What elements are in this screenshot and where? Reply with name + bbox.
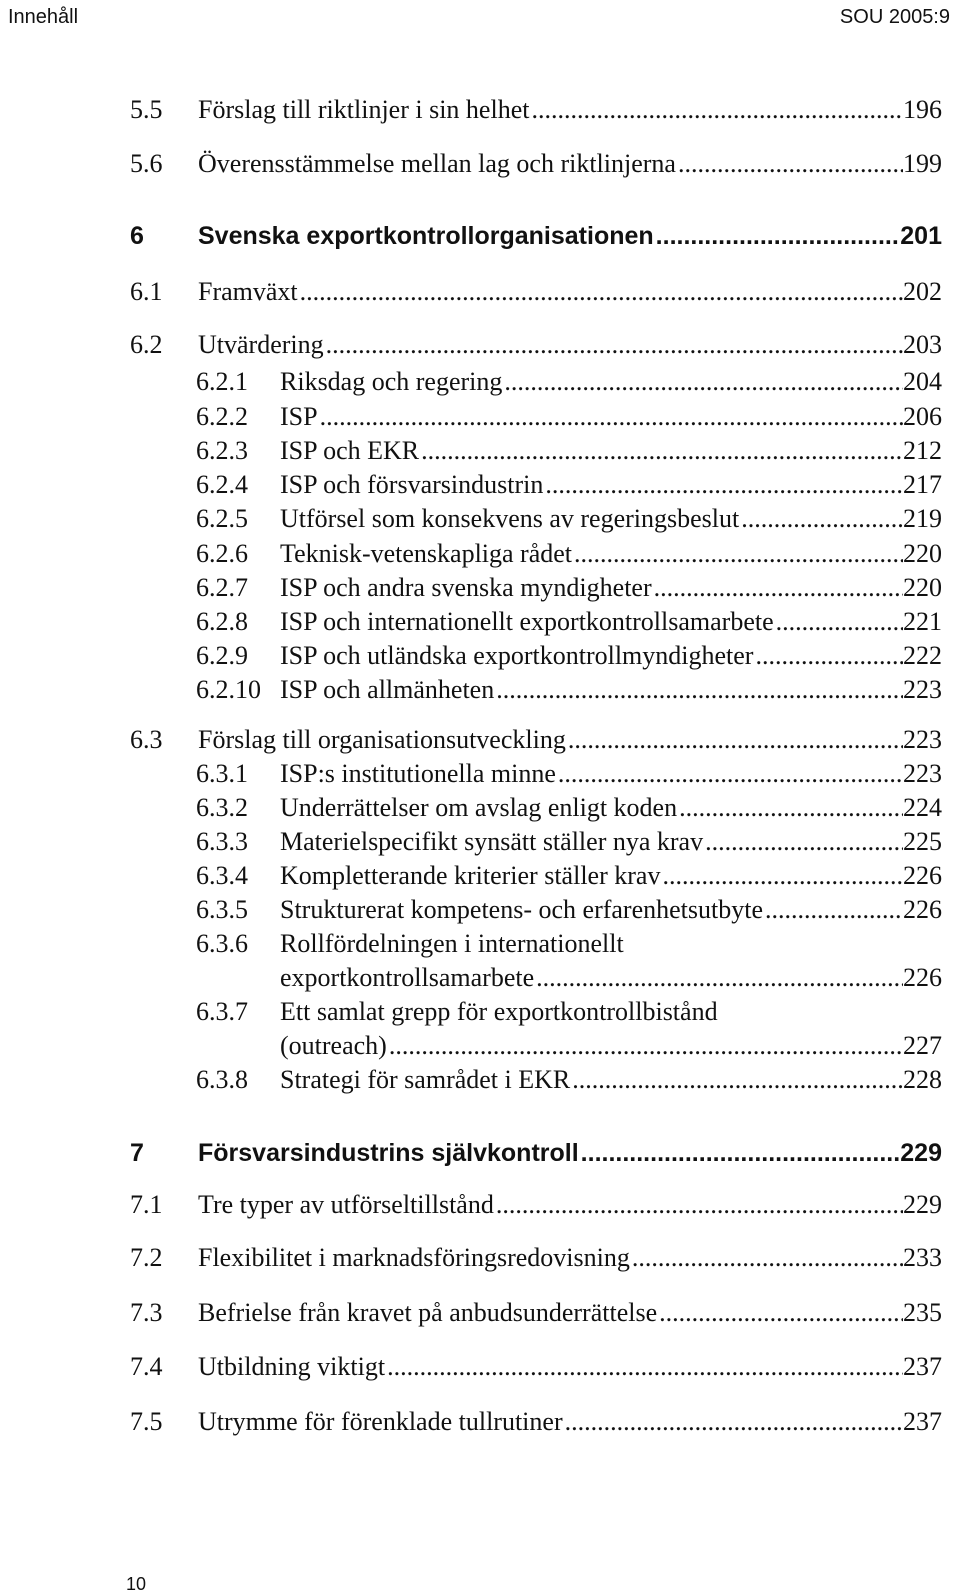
toc-entry[interactable] — [0, 147, 960, 181]
toc-entry-title-continued: (outreach) — [280, 1031, 387, 1060]
toc-entry-title: Underrättelser om avslag enligt koden — [280, 793, 678, 822]
toc-entry[interactable] — [0, 502, 960, 536]
dot-leader — [324, 328, 903, 362]
toc-entry-title: Försvarsindustrins självkontroll — [198, 1139, 579, 1167]
toc-entry[interactable] — [0, 1063, 960, 1097]
toc-entry-number: 6.2.4 — [196, 470, 248, 499]
dot-leader — [660, 859, 903, 893]
toc-entry[interactable] — [0, 365, 960, 399]
toc-entry-number: 6 — [130, 222, 144, 250]
dot-leader — [318, 400, 903, 434]
toc-entry[interactable] — [0, 1241, 960, 1275]
toc-entry-number: 6.3.3 — [196, 827, 248, 856]
toc-entry-title: Kompletterande kriterier ställer krav — [280, 861, 661, 890]
toc-entry-page: 237 — [903, 1407, 942, 1436]
toc-entry-page: 201 — [900, 222, 942, 250]
toc-entry-title: Tre typer av utförseltillstånd — [198, 1190, 494, 1219]
toc-entry[interactable] — [0, 757, 960, 791]
toc-entry-number: 6.3.8 — [196, 1065, 248, 1094]
dot-leader — [677, 791, 903, 825]
toc-entry-number: 5.6 — [130, 149, 163, 178]
toc-entry[interactable] — [0, 1405, 960, 1439]
toc-entry[interactable] — [0, 400, 960, 434]
toc-entry-page: 229 — [900, 1139, 942, 1167]
toc-entry[interactable] — [0, 723, 960, 757]
toc-entry-number: 6.3.5 — [196, 895, 248, 924]
toc-entry[interactable] — [0, 219, 960, 253]
toc-entry[interactable] — [0, 571, 960, 605]
toc-entry-title: ISP och försvarsindustrin — [280, 470, 544, 499]
toc-entry-page: 217 — [903, 470, 942, 499]
toc-entry-number: 6.2.1 — [196, 367, 248, 396]
toc-entry-page: 212 — [903, 436, 942, 465]
toc-entry-title: Flexibilitet i marknadsföringsredovisning — [198, 1243, 630, 1272]
dot-leader — [298, 275, 903, 309]
toc-entry-number: 6.3.7 — [196, 997, 248, 1026]
toc-entry-number: 6.3.2 — [196, 793, 248, 822]
toc-entry-title: Överensstämmelse mellan lag och riktlinjerna — [198, 149, 676, 178]
toc-entry-number: 7.5 — [130, 1407, 163, 1436]
toc-entry[interactable] — [0, 275, 960, 309]
toc-entry[interactable] — [0, 995, 960, 1029]
toc-entry-page: 225 — [903, 827, 942, 856]
dot-leader — [543, 468, 903, 502]
toc-entry-number: 6.2.8 — [196, 607, 248, 636]
toc-entry-title: ISP och EKR — [280, 436, 420, 465]
toc-entry[interactable] — [0, 1296, 960, 1330]
dot-leader — [703, 825, 903, 859]
dot-leader — [563, 1405, 903, 1439]
toc-entry-title: Framväxt — [198, 277, 298, 306]
toc-entry-number: 6.2.9 — [196, 641, 248, 670]
toc-entry-number: 7.2 — [130, 1243, 163, 1272]
toc-entry-number: 7.4 — [130, 1352, 163, 1381]
toc-entry-page: 221 — [903, 607, 942, 636]
dot-leader — [534, 961, 903, 995]
dot-leader — [657, 1296, 903, 1330]
toc-entry-number: 6.1 — [130, 277, 163, 306]
toc-entry-number: 6.2 — [130, 330, 163, 359]
dot-leader — [494, 1188, 903, 1222]
toc-entry-page: 220 — [903, 539, 942, 568]
toc-entry-title: Svenska exportkontrollorganisationen — [198, 222, 654, 250]
dot-leader — [579, 1136, 901, 1170]
toc-entry-title: Ett samlat grepp för exportkontrollbistånd — [280, 997, 718, 1026]
toc-entry[interactable] — [0, 673, 960, 707]
toc-entry-page: 222 — [903, 641, 942, 670]
toc-entry[interactable] — [0, 1136, 960, 1170]
toc-entry-page: 226 — [903, 895, 942, 924]
dot-leader — [556, 757, 903, 791]
toc-entry[interactable] — [0, 468, 960, 502]
toc-entry-number: 7 — [130, 1139, 144, 1167]
toc-entry-page: 223 — [903, 675, 942, 704]
toc-entry[interactable] — [0, 927, 960, 961]
toc-entry-number: 6.2.10 — [196, 675, 261, 704]
toc-entry-title: ISP och allmänheten — [280, 675, 495, 704]
dot-leader — [572, 537, 903, 571]
toc-entry[interactable] — [0, 893, 960, 927]
toc-entry-page: 196 — [903, 95, 942, 124]
toc-entry-page: 227 — [903, 1031, 942, 1060]
toc-entry-page: 223 — [903, 759, 942, 788]
dot-leader — [494, 673, 903, 707]
toc-entry[interactable] — [0, 605, 960, 639]
toc-entry-title: ISP och andra svenska myndigheter — [280, 573, 652, 602]
toc-entry[interactable] — [0, 1350, 960, 1384]
toc-entry-number: 6.3.6 — [196, 929, 248, 958]
dot-leader — [774, 605, 903, 639]
toc-entry-title-continued: exportkontrollsamarbete — [280, 963, 535, 992]
toc-entry-title: Utförsel som konsekvens av regeringsbeslut — [280, 504, 740, 533]
toc-entry-title: ISP:s institutionella minne — [280, 759, 556, 788]
toc-entry-continuation[interactable] — [0, 1029, 960, 1063]
dot-leader — [652, 571, 903, 605]
toc-entry-title: Utrymme för förenklade tullrutiner — [198, 1407, 563, 1436]
toc-entry-page: 228 — [903, 1065, 942, 1094]
toc-entry-number: 7.3 — [130, 1298, 163, 1327]
toc-entry-number: 6.3 — [130, 725, 163, 754]
dot-leader — [419, 434, 903, 468]
dot-leader — [753, 639, 903, 673]
toc-entry-title: Strategi för samrådet i EKR — [280, 1065, 571, 1094]
toc-entry-title: ISP och internationellt exportkontrollsamarbete — [280, 607, 774, 636]
toc-entry-title: Rollfördelningen i internationellt — [280, 929, 624, 958]
toc-entry[interactable] — [0, 434, 960, 468]
toc-entry-page: 220 — [903, 573, 942, 602]
toc-entry-page: 199 — [903, 149, 942, 178]
dot-leader — [739, 502, 903, 536]
toc-entry-page: 206 — [903, 402, 942, 431]
toc-entry-title: ISP — [280, 402, 318, 431]
toc-entry-page: 229 — [903, 1190, 942, 1219]
section-label: Innehåll — [8, 6, 79, 28]
toc-entry-continuation[interactable] — [0, 961, 960, 995]
dot-leader — [763, 893, 903, 927]
toc-entry-number: 6.2.6 — [196, 539, 248, 568]
toc-entry[interactable] — [0, 537, 960, 571]
toc-entry-title: Förslag till organisationsutveckling — [198, 725, 566, 754]
toc-entry-page: 203 — [903, 330, 942, 359]
toc-entry[interactable] — [0, 1188, 960, 1222]
dot-leader — [630, 1241, 903, 1275]
toc-entry-title: Teknisk-vetenskapliga rådet — [280, 539, 573, 568]
toc-entry-page: 233 — [903, 1243, 942, 1272]
dot-leader — [502, 365, 903, 399]
toc-entry-title: Materielspecifikt synsätt ställer nya krav — [280, 827, 704, 856]
toc-entry[interactable] — [0, 93, 960, 127]
page-number: 10 — [126, 1574, 147, 1594]
dot-leader — [570, 1063, 903, 1097]
toc-entry-number: 6.3.1 — [196, 759, 248, 788]
toc-entry-page: 224 — [903, 793, 942, 822]
toc-entry[interactable] — [0, 859, 960, 893]
toc-entry-page: 226 — [903, 963, 942, 992]
toc-entry-page: 235 — [903, 1298, 942, 1327]
toc-entry-title: Utbildning viktigt — [198, 1352, 386, 1381]
toc-entry-number: 6.2.7 — [196, 573, 248, 602]
toc-entry-number: 6.3.4 — [196, 861, 248, 890]
toc-entry-page: 219 — [903, 504, 942, 533]
toc-entry-title: Utvärdering — [198, 330, 324, 359]
toc-entry-number: 6.2.5 — [196, 504, 248, 533]
toc-entry[interactable] — [0, 825, 960, 859]
toc-entry-title: Strukturerat kompetens- och erfarenhetsutbyte — [280, 895, 763, 924]
toc-entry-page: 204 — [903, 367, 942, 396]
dot-leader — [654, 219, 901, 253]
document-series: SOU 2005:9 — [839, 6, 950, 28]
toc-entry-page: 226 — [903, 861, 942, 890]
toc-entry-title: Förslag till riktlinjer i sin helhet — [198, 95, 530, 124]
toc-entry-number: 5.5 — [130, 95, 163, 124]
dot-leader — [387, 1029, 903, 1063]
dot-leader — [566, 723, 903, 757]
toc-entry-title: Befrielse från kravet på anbudsunderrättelse — [198, 1298, 658, 1327]
toc-entry-title: ISP och utländska exportkontrollmyndigheter — [280, 641, 754, 670]
dot-leader — [385, 1350, 903, 1384]
toc-entry[interactable] — [0, 639, 960, 673]
toc-entry-page: 237 — [903, 1352, 942, 1381]
toc-entry-title: Riksdag och regering — [280, 367, 503, 396]
dot-leader — [676, 147, 903, 181]
toc-entry-number: 6.2.3 — [196, 436, 248, 465]
toc-entry[interactable] — [0, 328, 960, 362]
toc-entry-page: 223 — [903, 725, 942, 754]
toc-entry-number: 7.1 — [130, 1190, 163, 1219]
toc-entry-page: 202 — [903, 277, 942, 306]
toc-entry-number: 6.2.2 — [196, 402, 248, 431]
toc-entry[interactable] — [0, 791, 960, 825]
dot-leader — [529, 93, 903, 127]
